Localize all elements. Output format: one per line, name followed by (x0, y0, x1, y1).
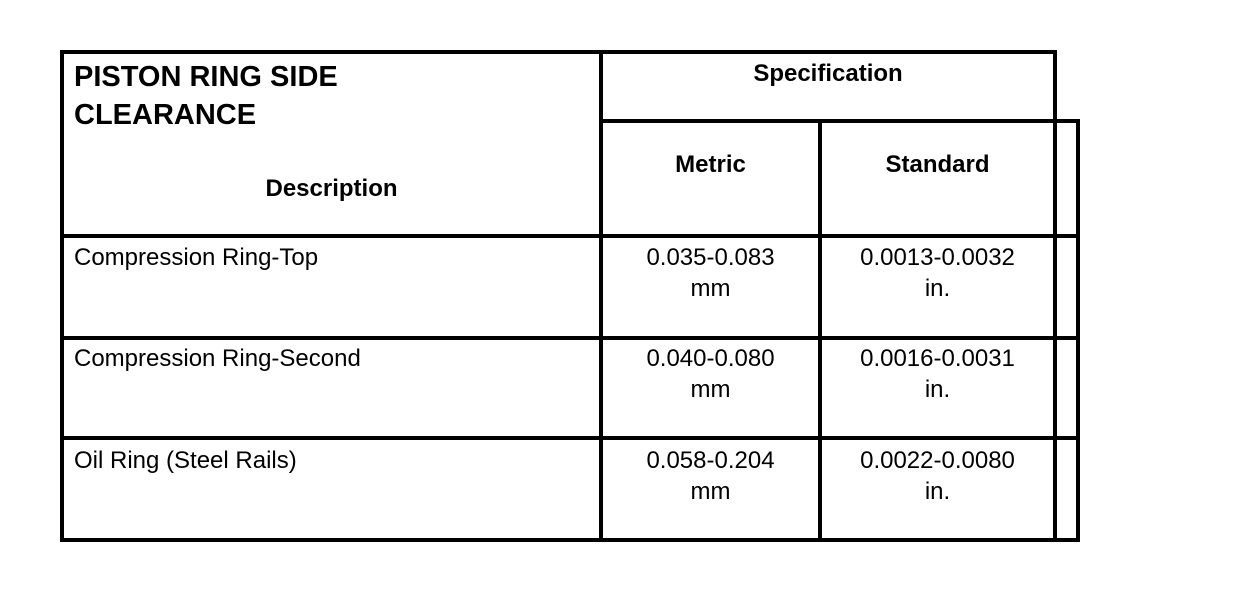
table-title-line-1: PISTON RING SIDE (74, 61, 338, 93)
row-1-metric (603, 242, 818, 304)
spec-header-divider (600, 119, 1080, 123)
row-1-metric-value: 0.035-0.083 (646, 244, 775, 271)
row-2-standard-unit: in. (924, 376, 951, 403)
header-bottom-rule (60, 234, 1080, 238)
table-title (74, 58, 594, 134)
row-1-standard-unit: in. (924, 275, 951, 302)
header-description: Description (265, 175, 398, 202)
row-2-metric-value: 0.040-0.080 (646, 345, 775, 372)
row-3-standard-unit: in. (924, 478, 951, 505)
row-3-standard (822, 445, 1053, 507)
row-2-metric (603, 343, 818, 405)
table-border-right (1076, 119, 1080, 542)
table-title-line-2: CLEARANCE (74, 99, 257, 131)
row-3-metric-unit: mm (690, 478, 731, 505)
row-2-standard (822, 343, 1053, 405)
header-specification: Specification (753, 60, 903, 87)
row-2-metric-unit: mm (690, 376, 731, 403)
row-3-metric-value: 0.058-0.204 (646, 447, 775, 474)
table-border-bottom (60, 538, 1080, 542)
row-3-standard-value: 0.0022-0.0080 (860, 447, 1015, 474)
table-border-left (60, 50, 64, 542)
header-standard: Standard (885, 151, 990, 178)
header-metric: Metric (675, 151, 746, 178)
row-divider-1 (60, 336, 1080, 340)
row-2-standard-value: 0.0016-0.0031 (860, 345, 1015, 372)
row-1-metric-unit: mm (690, 275, 731, 302)
standard-column-divider (1053, 50, 1057, 542)
row-1-standard (822, 242, 1053, 304)
row-3-description: Oil Ring (Steel Rails) (74, 447, 297, 474)
row-1-description: Compression Ring-Top (74, 244, 319, 271)
row-divider-2 (60, 436, 1080, 440)
row-3-metric (603, 445, 818, 507)
row-2-description: Compression Ring-Second (74, 345, 361, 372)
table-border-top (60, 50, 1057, 54)
row-1-standard-value: 0.0013-0.0032 (860, 244, 1015, 271)
